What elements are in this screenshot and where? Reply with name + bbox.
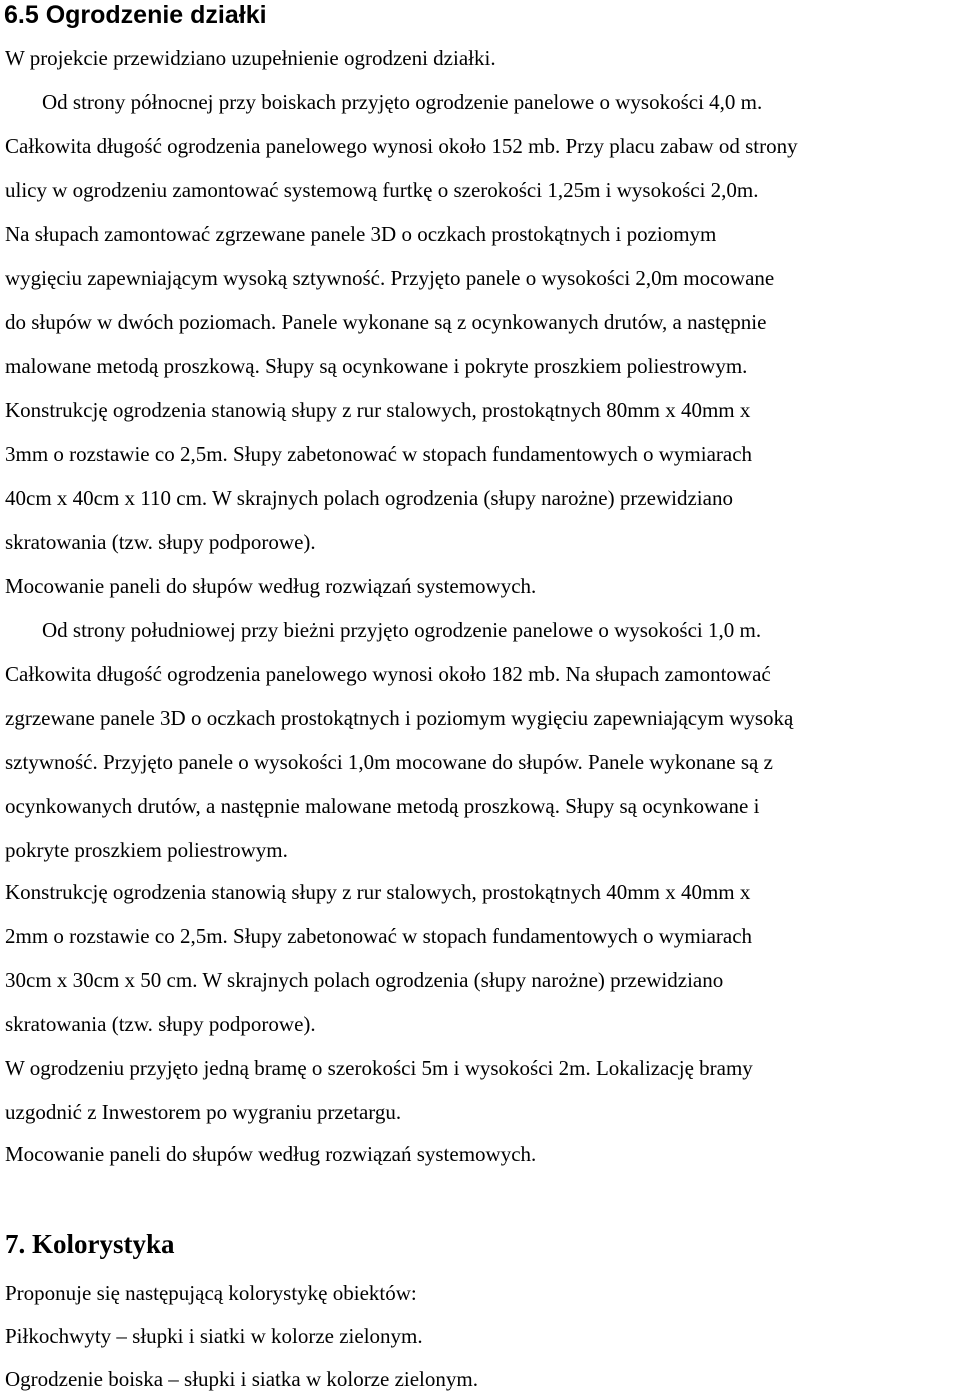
paragraph-line: W ogrodzeniu przyjęto jedną bramę o szerokości 5m i wysokości 2m. Lokalizację bramy	[5, 1056, 753, 1080]
paragraph-line: Konstrukcję ogrodzenia stanowią słupy z rur stalowych, prostokątnych 80mm x 40mm x	[5, 398, 751, 422]
paragraph-line: Mocowanie paneli do słupów według rozwiązań systemowych.	[5, 1142, 537, 1166]
paragraph-line: uzgodnić z Inwestorem po wygraniu przetargu.	[5, 1100, 402, 1124]
paragraph-line: Od strony północnej przy boiskach przyjęto ogrodzenie panelowe o wysokości 4,0 m.	[42, 90, 763, 114]
paragraph-line: do słupów w dwóch poziomach. Panele wykonane są z ocynkowanych drutów, a następnie	[5, 310, 767, 334]
paragraph-line: Całkowita długość ogrodzenia panelowego wynosi około 182 mb. Na słupach zamontować	[5, 662, 771, 686]
paragraph-line: ulicy w ogrodzeniu zamontować systemową furtkę o szerokości 1,25m i wysokości 2,0m.	[5, 178, 759, 202]
paragraph-line: 2mm o rozstawie co 2,5m. Słupy zabetonować w stopach fundamentowych o wymiarach	[5, 924, 753, 948]
paragraph-line: skratowania (tzw. słupy podporowe).	[5, 530, 316, 554]
paragraph-line: Całkowita długość ogrodzenia panelowego wynosi około 152 mb. Przy placu zabaw od strony	[5, 134, 798, 158]
paragraph-line: Ogrodzenie boiska – słupki i siatka w kolorze zielonym.	[5, 1367, 478, 1391]
paragraph-line: skratowania (tzw. słupy podporowe).	[5, 1012, 316, 1036]
paragraph-line: Od strony południowej przy bieżni przyjęto ogrodzenie panelowe o wysokości 1,0 m.	[42, 618, 762, 642]
paragraph-line: 3mm o rozstawie co 2,5m. Słupy zabetonować w stopach fundamentowych o wymiarach	[5, 442, 753, 466]
paragraph-line: pokryte proszkiem poliestrowym.	[5, 838, 288, 862]
paragraph-line: sztywność. Przyjęto panele o wysokości 1,0m mocowane do słupów. Panele wykonane są z	[5, 750, 773, 774]
section-heading: 6.5 Ogrodzenie działki	[4, 1, 267, 29]
paragraph-line: wygięciu zapewniającym wysoką sztywność. Przyjęto panele o wysokości 2,0m mocowane	[5, 266, 775, 290]
paragraph-line: W projekcie przewidziano uzupełnienie ogrodzeni działki.	[5, 46, 496, 70]
paragraph-line: 30cm x 30cm x 50 cm. W skrajnych polach ogrodzenia (słupy narożne) przewidziano	[5, 968, 724, 992]
paragraph-line: ocynkowanych drutów, a następnie malowane metodą proszkową. Słupy są ocynkowane i	[5, 794, 760, 818]
paragraph-line: 40cm x 40cm x 110 cm. W skrajnych polach ogrodzenia (słupy narożne) przewidziano	[5, 486, 733, 510]
paragraph-line: Konstrukcję ogrodzenia stanowią słupy z rur stalowych, prostokątnych 40mm x 40mm x	[5, 880, 751, 904]
paragraph-line: Na słupach zamontować zgrzewane panele 3D o oczkach prostokątnych i poziomym	[5, 222, 717, 246]
paragraph-line: Proponuje się następującą kolorystykę obiektów:	[5, 1281, 417, 1305]
paragraph-line: Piłkochwyty – słupki i siatki w kolorze zielonym.	[5, 1324, 423, 1348]
section2-heading: 7. Kolorystyka	[5, 1229, 175, 1259]
paragraph-line: zgrzewane panele 3D o oczkach prostokątnych i poziomym wygięciu zapewniającym wysoką	[5, 706, 794, 730]
paragraph-line: Mocowanie paneli do słupów według rozwiązań systemowych.	[5, 574, 537, 598]
paragraph-line: malowane metodą proszkową. Słupy są ocynkowane i pokryte proszkiem poliestrowym.	[5, 354, 748, 378]
